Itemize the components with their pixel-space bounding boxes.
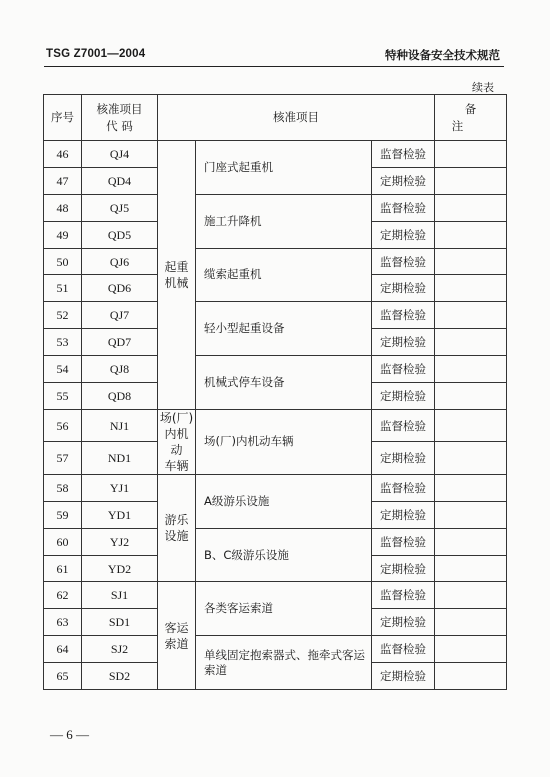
row-remark	[435, 221, 507, 248]
table-row	[44, 528, 507, 555]
row-inspection-type: 定期检验	[372, 663, 435, 690]
row-inspection-type: 监督检验	[372, 302, 435, 329]
row-inspection-type: 定期检验	[372, 609, 435, 636]
row-code: QD4	[82, 167, 158, 194]
page-number: — 6 —	[50, 727, 89, 742]
row-remark	[435, 383, 507, 410]
row-inspection-type: 定期检验	[372, 329, 435, 356]
row-remark	[435, 663, 507, 690]
row-item-name: 施工升降机	[196, 194, 372, 248]
row-seq: 65	[44, 663, 82, 690]
table-row	[44, 248, 507, 275]
row-remark	[435, 609, 507, 636]
category-line: 车辆	[164, 458, 189, 473]
row-item-name: 轻小型起重设备	[196, 302, 372, 356]
row-remark	[435, 194, 507, 221]
row-seq: 64	[44, 636, 82, 663]
table-row	[44, 141, 507, 168]
row-inspection-type: 监督检验	[372, 194, 435, 221]
row-seq: 47	[44, 167, 82, 194]
row-item-name: 缆索起重机	[196, 248, 372, 302]
table-row	[44, 582, 507, 609]
row-inspection-type: 监督检验	[372, 248, 435, 275]
category-line: 内机动	[164, 426, 189, 457]
row-code: SD2	[82, 663, 158, 690]
table-row	[44, 302, 507, 329]
row-remark	[435, 329, 507, 356]
row-category	[158, 582, 196, 690]
row-seq: 57	[44, 442, 82, 475]
row-code: NJ1	[82, 409, 158, 442]
row-inspection-type: 监督检验	[372, 474, 435, 501]
row-code: YJ1	[82, 474, 158, 501]
row-remark	[435, 501, 507, 528]
row-remark	[435, 141, 507, 168]
category-line: 机械	[164, 275, 189, 290]
row-item-name: A级游乐设施	[196, 474, 372, 528]
row-seq: 49	[44, 221, 82, 248]
row-inspection-type: 定期检验	[372, 555, 435, 582]
row-seq: 58	[44, 474, 82, 501]
row-inspection-type: 定期检验	[372, 501, 435, 528]
header-code-line2: 代 码	[106, 118, 133, 133]
row-code: QD6	[82, 275, 158, 302]
category-line: 游乐	[164, 513, 189, 528]
table-row	[44, 474, 507, 501]
row-inspection-type: 定期检验	[372, 167, 435, 194]
header-code	[82, 95, 158, 141]
row-code: SD1	[82, 609, 158, 636]
row-seq: 53	[44, 329, 82, 356]
row-remark	[435, 582, 507, 609]
row-seq: 63	[44, 609, 82, 636]
row-category	[158, 141, 196, 410]
table-row	[44, 194, 507, 221]
row-code: QJ8	[82, 356, 158, 383]
table-header-row	[44, 95, 507, 141]
row-item-name: 门座式起重机	[196, 141, 372, 195]
row-code: YJ2	[82, 528, 158, 555]
row-remark	[435, 528, 507, 555]
category-line: 设施	[164, 529, 189, 544]
row-code: SJ2	[82, 636, 158, 663]
row-remark	[435, 555, 507, 582]
row-category	[158, 409, 196, 474]
table-row	[44, 356, 507, 383]
row-inspection-type: 监督检验	[372, 409, 435, 442]
row-code: QD5	[82, 221, 158, 248]
row-inspection-type: 监督检验	[372, 356, 435, 383]
row-seq: 62	[44, 582, 82, 609]
row-remark	[435, 167, 507, 194]
row-remark	[435, 442, 507, 475]
table-row	[44, 636, 507, 663]
row-seq: 54	[44, 356, 82, 383]
row-inspection-type: 定期检验	[372, 442, 435, 475]
row-inspection-type: 定期检验	[372, 221, 435, 248]
row-seq: 59	[44, 501, 82, 528]
row-code: SJ1	[82, 582, 158, 609]
row-code: QD8	[82, 383, 158, 410]
row-seq: 51	[44, 275, 82, 302]
row-item-name: 机械式停车设备	[196, 356, 372, 410]
row-code: QJ5	[82, 194, 158, 221]
category-line: 索道	[164, 636, 189, 651]
row-seq: 55	[44, 383, 82, 410]
row-item-name: 各类客运索道	[196, 582, 372, 636]
header-standard-code: TSG Z7001—2004	[46, 48, 146, 60]
row-category	[158, 474, 196, 582]
header-remark: 备注	[435, 95, 507, 141]
row-remark	[435, 636, 507, 663]
row-remark	[435, 302, 507, 329]
row-remark	[435, 248, 507, 275]
continued-label: 续表	[472, 81, 494, 94]
approval-items-table	[43, 94, 507, 690]
header-title: 特种设备安全技术规范	[385, 48, 500, 62]
row-seq: 61	[44, 555, 82, 582]
row-code: QD7	[82, 329, 158, 356]
category-line: 起重	[164, 259, 189, 274]
row-seq: 52	[44, 302, 82, 329]
row-item-name: 单线固定抱索器式、拖牵式客运索道	[196, 636, 372, 690]
header-code-line1: 核准项目	[96, 101, 143, 116]
row-code: QJ6	[82, 248, 158, 275]
row-code: YD1	[82, 501, 158, 528]
row-seq: 50	[44, 248, 82, 275]
row-seq: 46	[44, 141, 82, 168]
row-seq: 48	[44, 194, 82, 221]
row-inspection-type: 监督检验	[372, 141, 435, 168]
row-inspection-type: 监督检验	[372, 528, 435, 555]
row-code: QJ7	[82, 302, 158, 329]
row-inspection-type: 监督检验	[372, 636, 435, 663]
row-item-name: 场(厂)内机动车辆	[196, 409, 372, 474]
row-inspection-type: 定期检验	[372, 383, 435, 410]
row-remark	[435, 356, 507, 383]
row-remark	[435, 474, 507, 501]
table-row	[44, 409, 507, 442]
row-inspection-type: 定期检验	[372, 275, 435, 302]
header-divider	[44, 66, 504, 67]
header-item: 核准项目	[158, 95, 435, 141]
row-code: ND1	[82, 442, 158, 475]
row-inspection-type: 监督检验	[372, 582, 435, 609]
row-item-name: B、C级游乐设施	[196, 528, 372, 582]
row-code: QJ4	[82, 141, 158, 168]
category-line: 客运	[164, 620, 189, 635]
row-seq: 56	[44, 409, 82, 442]
row-remark	[435, 275, 507, 302]
row-remark	[435, 409, 507, 442]
category-line: 场(厂)	[159, 410, 194, 425]
table-body	[44, 141, 507, 690]
row-seq: 60	[44, 528, 82, 555]
row-code: YD2	[82, 555, 158, 582]
header-seq: 序号	[44, 95, 82, 141]
